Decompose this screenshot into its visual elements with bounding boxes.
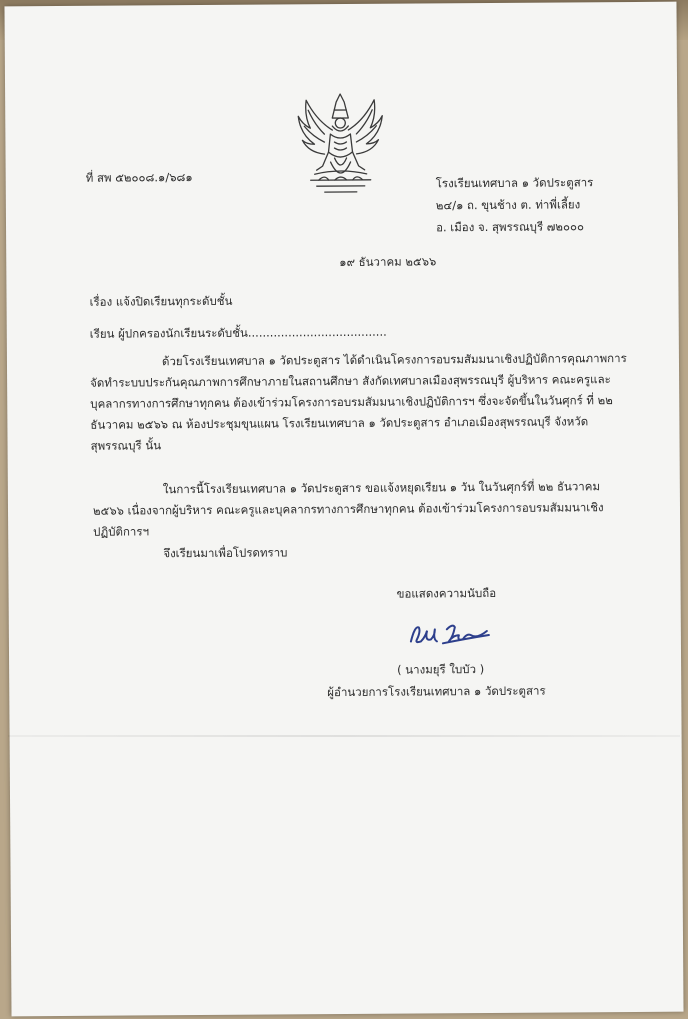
handwritten-signature: [407, 617, 492, 650]
letter-sheet: [4, 2, 683, 1017]
sender-name: โรงเรียนเทศบาล ๑ วัดประตูสาร: [435, 175, 594, 191]
letter-date: ๑๙ ธันวาคม ๒๕๖๖: [339, 254, 437, 270]
paragraph-line: บุคลากรทางการศึกษาทุกคน ต้องเข้าร่วมโครงการอบรมสัมมนาเชิงปฏิบัติการฯ ซึ่งจะจัดขึ้นในวันศุกร์ ที่ ๒๒: [90, 393, 613, 411]
sender-address-line2: อ. เมือง จ. สุพรรณบุรี ๗๒๐๐๐: [435, 219, 585, 235]
closing-phrase: ขอแสดงความนับถือ: [396, 585, 497, 601]
paragraph-line: ธันวาคม ๒๕๖๖ ณ ห้องประชุมขุนแผน โรงเรียนเทศบาล ๑ วัดประตูสาร อำเภอเมืองสุพรรณบุรี จังหวัด: [90, 414, 589, 432]
paragraph-line: สุพรรณบุรี นั้น: [90, 438, 162, 453]
body-paragraph-1: [90, 348, 627, 457]
paragraph-line: จัดทำระบบประกันคุณภาพการศึกษาภายในสถานศึกษา สังกัดเทศบาลเมืองสุพรรณบุรี ผู้บริหาร คณะครูและ: [90, 372, 611, 390]
signer-name: ( นางมยุรี ใบบัว ): [397, 662, 485, 677]
reference-number: ที่ สพ ๕๒๐๐๘.๑/๖๘๑: [85, 170, 193, 185]
signer-position: ผู้อำนวยการโรงเรียนเทศบาล ๑ วัดประตูสาร: [327, 683, 546, 700]
sender-address-line1: ๒๔/๑ ถ. ขุนช้าง ต. ท่าพี่เลี้ยง: [435, 197, 581, 213]
paragraph-line: ๒๕๖๖ เนื่องจากผู้บริหาร คณะครูและบุคลากรทางการศึกษาทุกคน ต้องเข้าร่วมโครงการอบรมสัมมนาเชิง: [92, 500, 604, 518]
body-paragraph-2: [93, 476, 618, 543]
closing-request: จึงเรียนมาเพื่อโปรดทราบ: [163, 545, 288, 561]
letter-salutation: เรียน ผู้ปกครองนักเรียนระดับชั้น......................................: [89, 324, 387, 341]
paragraph-line: ด้วยโรงเรียนเทศบาล ๑ วัดประตูสาร ได้ดำเนินโครงการอบรมสัมมนาเชิงปฏิบัติการคุณภาพการ: [161, 351, 627, 369]
paper-fold-line: [8, 735, 680, 737]
paragraph-line: ในการนี้โรงเรียนเทศบาล ๑ วัดประตูสาร ขอแจ้งหยุดเรียน ๑ วัน ในวันศุกร์ที่ ๒๒ ธันวาคม: [162, 479, 601, 497]
letter-subject: เรื่อง แจ้งปิดเรียนทุกระดับชั้น: [89, 293, 233, 309]
paragraph-line: ปฏิบัติการฯ: [93, 524, 150, 539]
garuda-emblem-icon: [294, 90, 387, 195]
